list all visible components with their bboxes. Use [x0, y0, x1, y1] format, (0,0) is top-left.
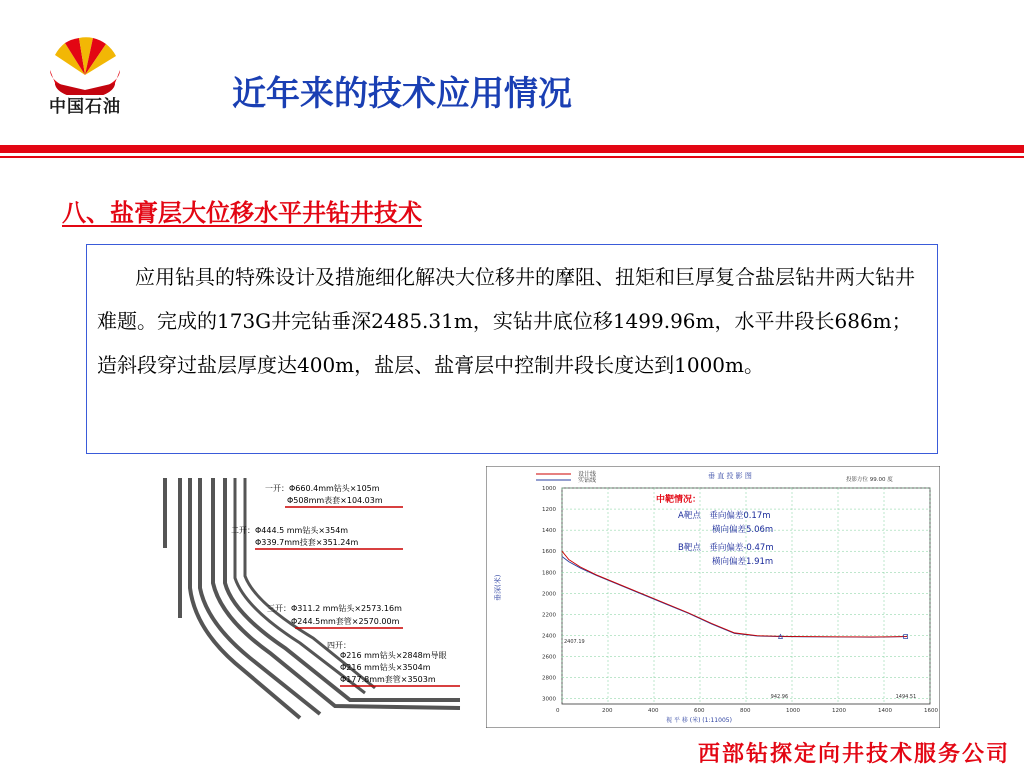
- annotation-2-line1: 二开：Φ444.5 mm钻头×354m: [231, 526, 349, 535]
- point-label: 1494.51: [895, 694, 917, 700]
- y-tick-label: 2800: [542, 675, 556, 682]
- description-paragraph: 应用钻具的特殊设计及措施细化解决大位移井的摩阻、扭矩和巨厚复合盐层钻井两大钻井难题。完成的173G井完钻垂深2485.31m，实钻井底位移1499.96m，水平井段长686m；造斜段穿过盐层厚度达400m，盐层、盐膏层中控制井段长度达到1000m。: [97, 265, 915, 377]
- y-tick-label: 1400: [542, 528, 556, 535]
- x-tick-label: 0: [556, 708, 560, 714]
- header-divider-thin: [0, 156, 1024, 158]
- section-heading: 八、盐膏层大位移水平井钻井技术: [62, 199, 422, 227]
- y-tick-label: 1000: [542, 486, 556, 492]
- chart-projection-label: 投影方位 99.00 度: [846, 477, 893, 483]
- annotation-4-line0: 四开：: [327, 641, 351, 650]
- x-tick-label: 1400: [878, 708, 892, 714]
- legend-label-design: 设计线: [578, 471, 597, 478]
- x-tick-label: 1600: [924, 708, 938, 714]
- annotation-4-line1: Φ216 mm钻头×2848m导眼: [340, 651, 447, 660]
- annotation-4-line2: Φ216 mm钻头×3504m: [340, 663, 431, 672]
- chart-annotation-row: 横向偏差1.91m: [678, 557, 774, 567]
- y-tick-label: 2600: [542, 654, 556, 661]
- x-tick-label: 600: [694, 708, 705, 714]
- header-divider: [0, 145, 1024, 153]
- chart-annotation-row: A靶点 垂向偏差0.17m: [678, 511, 771, 521]
- x-tick-label: 200: [602, 708, 613, 714]
- annotation-1-line2: Φ508mm表套×104.03m: [287, 496, 383, 505]
- annotation-3-line1: 三开：Φ311.2 mm钻头×2573.16m: [267, 604, 402, 613]
- annotation-4-line3: Φ177.8mm套管×3503m: [340, 675, 436, 684]
- y-tick-label: 2200: [542, 612, 556, 619]
- footer-company: 西部钻探定向井技术服务公司: [697, 741, 1010, 767]
- y-tick-label: 2400: [542, 633, 556, 640]
- x-tick-label: 800: [740, 708, 751, 714]
- y-tick-label: 2000: [542, 591, 556, 598]
- chart-ylabel: 垂深(米): [494, 574, 502, 601]
- annotation-1-line1: 一开：Φ660.4mm钻头×105m: [265, 484, 380, 493]
- annotation-2-line2: Φ339.7mm技套×351.24m: [255, 538, 359, 547]
- chart-annotation-row: B靶点 垂向偏差-0.47m: [678, 543, 774, 553]
- page-title: 近年来的技术应用情况: [232, 74, 572, 114]
- logo-text: 中国石油: [49, 97, 121, 117]
- chart-title: 垂 直 投 影 图: [708, 472, 752, 480]
- point-label: 942.96: [770, 694, 789, 700]
- chart-xlabel: 视 平 移 (米) (1:11005): [666, 717, 732, 724]
- chart-annotation-title: 中靶情况：: [656, 495, 702, 505]
- y-tick-label: 1800: [542, 570, 556, 577]
- x-tick-label: 1000: [786, 708, 800, 714]
- y-tick-label: 1600: [542, 549, 556, 556]
- y-tick-label: 3000: [542, 696, 556, 703]
- petrochina-emblem-icon: [40, 20, 130, 95]
- y-tick-label: 1200: [542, 507, 556, 514]
- vertical-projection-chart: [486, 466, 940, 728]
- well-structure-diagram: [135, 478, 465, 726]
- annotation-3-line2: Φ244.5mm套管×2570.00m: [291, 617, 400, 626]
- legend-label-actual: 实钻线: [578, 477, 597, 484]
- point-label: 2407.19: [564, 638, 585, 645]
- description-box: [86, 244, 938, 454]
- x-tick-label: 1200: [832, 708, 846, 714]
- chart-annotation-row: 横向偏差5.06m: [678, 525, 774, 535]
- x-tick-label: 400: [648, 708, 659, 714]
